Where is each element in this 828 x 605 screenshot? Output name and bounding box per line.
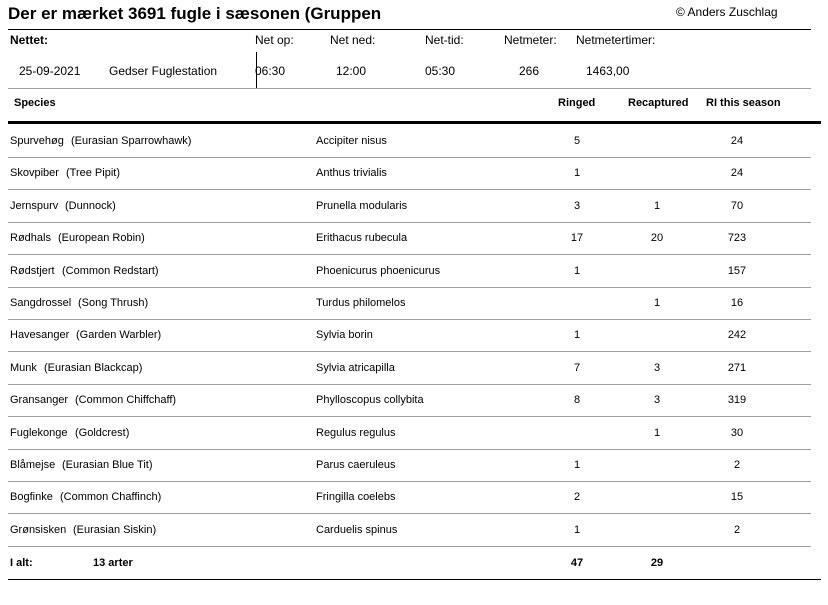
species-latin-name: Phoenicurus phoenicurus (316, 265, 441, 277)
ringed-count: 7 (573, 362, 581, 374)
total-label: I alt: (10, 557, 33, 569)
row-divider (8, 384, 811, 385)
ringed-count: 1 (573, 524, 581, 536)
species-danish-name: Blåmejse (10, 459, 56, 471)
season-count: 24 (730, 167, 744, 179)
row-divider (8, 319, 811, 320)
col-header-ri-season: RI this season (706, 97, 781, 109)
species-danish-name: Bogfinke (10, 491, 53, 503)
season-count: 2 (733, 524, 741, 536)
season-count: 242 (727, 329, 747, 341)
species-latin-name: Accipiter nisus (316, 135, 387, 147)
species-english-name: (Common Chiffchaff) (75, 394, 177, 406)
species-english-name: (Eurasian Sparrowhawk) (71, 135, 192, 147)
col-header-recaptured: Recaptured (628, 97, 689, 109)
species-latin-name: Erithacus rubecula (316, 232, 408, 244)
species-danish-name: Havesanger (10, 329, 70, 341)
species-english-name: (Tree Pipit) (66, 167, 120, 179)
ringed-count: 8 (573, 394, 581, 406)
season-count: 723 (727, 232, 747, 244)
recaptured-count: 3 (653, 362, 661, 374)
row-divider (8, 546, 811, 547)
species-english-name: (Eurasian Siskin) (73, 524, 157, 536)
species-danish-name: Jernspurv (10, 200, 59, 212)
species-latin-name: Fringilla coelebs (316, 491, 396, 503)
species-danish-name: Fuglekonge (10, 427, 68, 439)
total-ringed: 47 (570, 557, 584, 569)
species-danish-name: Skovpiber (10, 167, 59, 179)
net-label: Nettet: (10, 33, 48, 47)
row-divider (8, 287, 811, 288)
table-bottom-divider (8, 579, 821, 580)
season-count: 319 (727, 394, 747, 406)
net-op-label: Net op: (255, 33, 294, 47)
season-count: 15 (730, 491, 744, 503)
species-danish-name: Munk (10, 362, 37, 374)
recaptured-count: 1 (653, 200, 661, 212)
net-tid-label: Net-tid: (425, 33, 464, 47)
season-count: 16 (730, 297, 744, 309)
session-date: 25-09-2021 (19, 64, 81, 78)
species-danish-name: Sangdrossel (10, 297, 72, 309)
row-divider (8, 481, 811, 482)
col-header-species: Species (14, 97, 56, 109)
species-english-name: (European Robin) (58, 232, 145, 244)
season-count: 2 (733, 459, 741, 471)
ringed-count: 1 (573, 329, 581, 341)
netmeter-value: 266 (519, 64, 540, 78)
species-english-name: (Goldcrest) (75, 427, 130, 439)
recaptured-count: 1 (653, 297, 661, 309)
species-english-name: (Common Chaffinch) (60, 491, 162, 503)
net-tid-value: 05:30 (425, 64, 456, 78)
netmeter-label: Netmeter: (504, 33, 557, 47)
species-english-name: (Eurasian Blackcap) (44, 362, 143, 374)
species-latin-name: Anthus trivialis (316, 167, 387, 179)
season-count: 24 (730, 135, 744, 147)
species-danish-name: Rødhals (10, 232, 51, 244)
season-count: 70 (730, 200, 744, 212)
ringed-count: 2 (573, 491, 581, 503)
total-species-count: 13 arter (93, 557, 133, 569)
species-danish-name: Spurvehøg (10, 135, 64, 147)
col-header-ringed: Ringed (558, 97, 596, 109)
row-divider (8, 449, 811, 450)
copyright-notice: © Anders Zuschlag (676, 5, 778, 19)
row-divider (8, 157, 811, 158)
table-header-divider (8, 121, 821, 124)
species-english-name: (Dunnock) (65, 200, 116, 212)
row-divider (8, 416, 811, 417)
species-english-name: (Eurasian Blue Tit) (62, 459, 153, 471)
species-english-name: (Garden Warbler) (76, 329, 162, 341)
row-divider (8, 189, 811, 190)
station-name: Gedser Fuglestation (109, 64, 218, 78)
species-latin-name: Sylvia borin (316, 329, 373, 341)
title-divider (8, 29, 811, 30)
season-count: 271 (727, 362, 747, 374)
net-ned-value: 12:00 (336, 64, 367, 78)
species-danish-name: Gransanger (10, 394, 69, 406)
ringed-count: 17 (570, 232, 584, 244)
species-latin-name: Parus caeruleus (316, 459, 396, 471)
info-bottom-divider (8, 88, 811, 89)
species-danish-name: Grønsisken (10, 524, 67, 536)
ringed-count: 1 (573, 459, 581, 471)
row-divider (8, 222, 811, 223)
netmetertimer-label: Netmetertimer: (576, 33, 656, 47)
species-latin-name: Sylvia atricapilla (316, 362, 395, 374)
recaptured-count: 1 (653, 427, 661, 439)
recaptured-count: 20 (650, 232, 664, 244)
species-danish-name: Rødstjert (10, 265, 55, 277)
ringed-count: 3 (573, 200, 581, 212)
species-latin-name: Regulus regulus (316, 427, 396, 439)
net-op-value: 06:30 (255, 64, 286, 78)
species-latin-name: Phylloscopus collybita (316, 394, 424, 406)
netmetertimer-value: 1463,00 (586, 64, 630, 78)
row-divider (8, 513, 811, 514)
season-count: 30 (730, 427, 744, 439)
species-latin-name: Turdus philomelos (316, 297, 406, 309)
species-latin-name: Prunella modularis (316, 200, 408, 212)
row-divider (8, 254, 811, 255)
row-divider (8, 351, 811, 352)
species-latin-name: Carduelis spinus (316, 524, 398, 536)
ringed-count: 1 (573, 167, 581, 179)
total-recaptured: 29 (650, 557, 664, 569)
page-title: Der er mærket 3691 fugle i sæsonen (Gruppen (8, 4, 382, 23)
recaptured-count: 3 (653, 394, 661, 406)
net-ned-label: Net ned: (330, 33, 376, 47)
ringed-count: 5 (573, 135, 581, 147)
species-english-name: (Common Redstart) (62, 265, 159, 277)
season-count: 157 (727, 265, 747, 277)
ringed-count: 1 (573, 265, 581, 277)
species-english-name: (Song Thrush) (78, 297, 149, 309)
